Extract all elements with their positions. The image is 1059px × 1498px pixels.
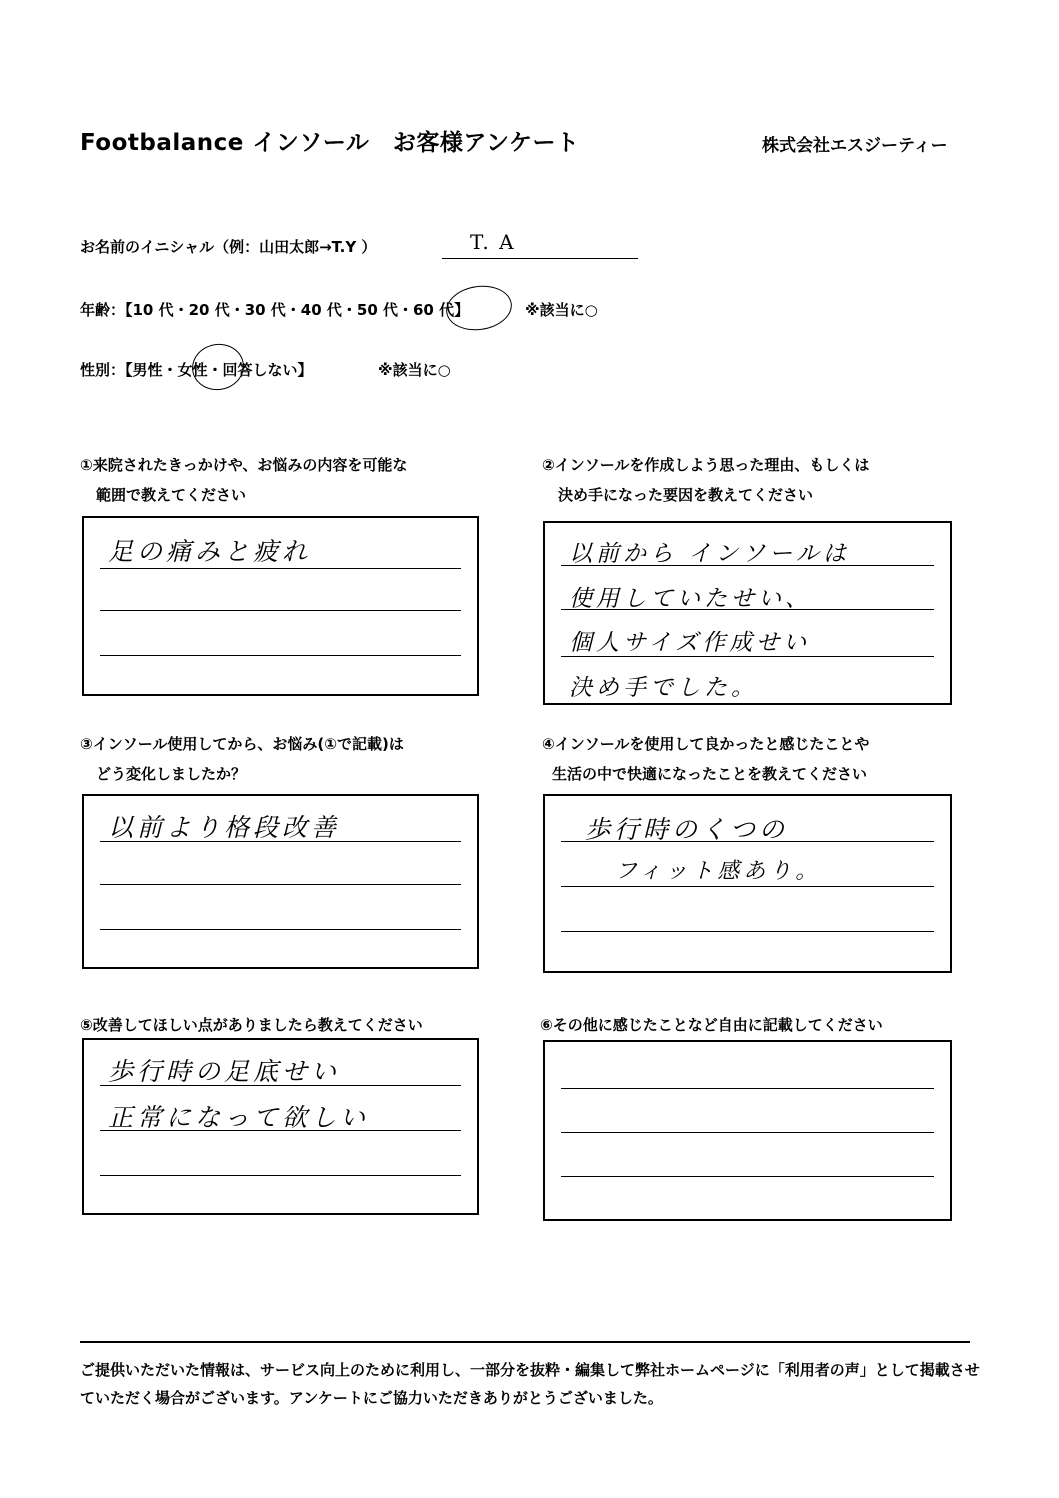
answer-box-4 xyxy=(543,794,952,973)
answer-line xyxy=(561,1088,934,1089)
question-4-line1: ④インソールを使用して良かったと感じたことや xyxy=(542,735,870,753)
question-6 xyxy=(540,1010,883,1040)
answer-5-text-2: 正常になって欲しい xyxy=(108,1103,370,1132)
answer-box-1 xyxy=(82,516,479,696)
answer-2-text-2: 使用していたせい、 xyxy=(569,586,812,612)
gender-selection-circle xyxy=(188,340,247,394)
answer-box-2 xyxy=(543,521,952,705)
answer-5-text-1: 歩行時の足底せい xyxy=(108,1057,341,1086)
gender-label: 性別：【男性・女性・回答しない】 xyxy=(80,361,313,379)
answer-2-text-3: 個人サイズ作成せい xyxy=(569,630,811,656)
answer-3-text-1: 以前より格段改善 xyxy=(108,813,341,842)
answer-box-6 xyxy=(543,1040,952,1221)
answer-line xyxy=(100,884,461,885)
question-1-line2: 範囲で教えてください xyxy=(96,486,247,504)
answer-line xyxy=(561,1176,934,1177)
question-1 xyxy=(80,450,407,510)
question-2 xyxy=(542,450,869,510)
age-note: ※該当に○ xyxy=(525,301,598,319)
answer-box-3 xyxy=(82,794,479,969)
age-selection-circle xyxy=(443,282,514,335)
question-1-line1: ①来院されたきっかけや、お悩みの内容を可能な xyxy=(80,456,408,474)
answer-1-text-1: 足の痛みと疲れ xyxy=(108,537,312,566)
answer-2-text-1: 以前から インソールは xyxy=(569,541,850,567)
company-name: 株式会社エスジーティー xyxy=(762,136,948,156)
question-5-line1: ⑤改善してほしい点がありましたら教えてください xyxy=(80,1016,423,1034)
question-3-line1: ③インソール使用してから、お悩み(①で記載)は xyxy=(80,735,404,753)
question-4-line2: 生活の中で快適になったことを教えてください xyxy=(552,765,868,783)
question-5 xyxy=(80,1010,423,1040)
answer-box-5 xyxy=(82,1038,479,1215)
question-3 xyxy=(80,729,404,789)
answer-line xyxy=(561,1132,934,1133)
answer-2-text-4: 決め手でした。 xyxy=(569,675,758,701)
answer-line xyxy=(100,929,461,930)
question-6-line1: ⑥その他に感じたことなど自由に記載してください xyxy=(540,1016,883,1034)
footer-divider xyxy=(80,1341,970,1343)
initials-label: お名前のイニシャル（例：山田太郎→T.Y ） xyxy=(80,238,377,256)
answer-line xyxy=(100,655,461,656)
answer-line xyxy=(561,931,934,932)
answer-4-text-1: 歩行時のくつの xyxy=(585,815,789,844)
initials-value: T. A xyxy=(470,230,516,254)
answer-4-text-2: フィット感あり。 xyxy=(615,859,822,884)
answer-line xyxy=(100,610,461,611)
initials-underline xyxy=(442,258,638,259)
answer-line xyxy=(561,886,934,887)
gender-note: ※該当に○ xyxy=(378,361,451,379)
answer-line xyxy=(100,1175,461,1176)
question-4 xyxy=(542,729,869,789)
answer-line xyxy=(100,568,461,569)
survey-title: Footbalance インソール お客様アンケート xyxy=(80,130,580,156)
question-2-line1: ②インソールを作成しよう思った理由、もしくは xyxy=(542,456,870,474)
question-3-line2: どう変化しましたか？ xyxy=(96,765,247,783)
age-label: 年齢：【10 代・20 代・30 代・40 代・50 代・60 代】 xyxy=(80,301,470,319)
question-2-line2: 決め手になった要因を教えてください xyxy=(558,486,814,504)
footer-notice: ご提供いただいた情報は、サービス向上のために利用し、一部分を抜粋・編集して弊社ホームページに「利用者の声」として掲載させていただく場合がございます。アンケートにご協力いただきありがとうございました。 xyxy=(80,1361,980,1407)
